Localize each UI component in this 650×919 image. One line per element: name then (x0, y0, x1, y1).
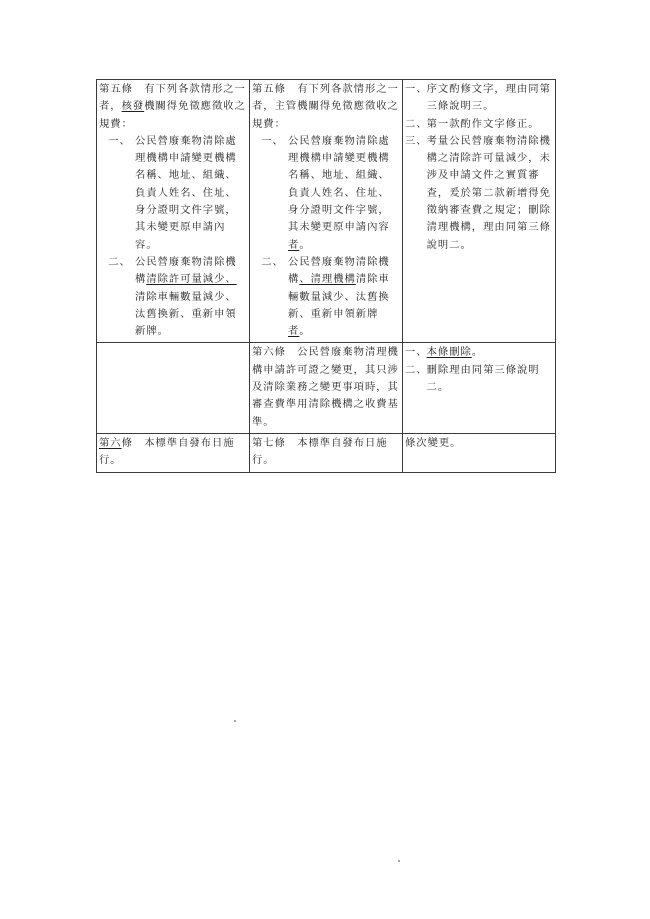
underlined-text: 、清理機構 (299, 273, 356, 286)
explanation-cell: 條次變更。 (403, 433, 556, 472)
article-heading: 第五條 (99, 83, 133, 95)
scan-speck (398, 860, 400, 862)
table-row (97, 343, 556, 433)
explanation-cell (403, 80, 556, 343)
amended-text-cell (97, 80, 250, 343)
list-item: 三、 考量公民營廢棄物清除機構之清除許可量減少，未涉及申請文件之實質審查，爰於第二款新增得免徵納審查費之規定；刪除清理機構，理由同第三條說明二。 (405, 134, 551, 251)
current-text-cell (250, 80, 403, 343)
underlined-text: 清除許可量減少、 (146, 273, 237, 286)
table-row (97, 433, 556, 472)
explanation-cell (403, 343, 556, 433)
underlined-text: 核發 (121, 100, 145, 113)
article-heading: 第五條 (252, 83, 286, 95)
scan-speck (234, 720, 236, 722)
comparison-table (96, 79, 556, 473)
article-heading: 第七條 (252, 436, 286, 449)
underlined-text: 本條刪除 (426, 346, 472, 359)
list-item: 一、 本條刪除。 (405, 346, 484, 359)
list-item: 二、 公民營廢棄物清除機構清除許可量減少、清除車輛數量減少、汰舊換新、重新申領新牌。 (108, 255, 237, 338)
underlined-text: 者 (288, 325, 300, 338)
article-intro: 第五條 有下列各款情形之一者，核發機關得免徵應徵收之規費： (99, 83, 246, 130)
article-heading: 第六 (99, 436, 122, 449)
list-item: 一、 公民營廢棄物清除處理機構申請變更機構名稱、地址、組織、負責人姓名、住址、身分證明文件字號，其未變更原申請內容者。 (261, 134, 390, 251)
list-item: 二、 第一款酌作文字修正。 (405, 117, 540, 130)
article-intro: 第五條 有下列各款情形之一者，主管機關得免徵應徵收之規費： (252, 83, 399, 130)
table-row (97, 80, 556, 343)
underlined-text: 者 (288, 238, 300, 251)
amended-text-cell (97, 343, 250, 433)
list-item: 二、 刪除理由同第三條說明二。 (405, 363, 540, 394)
current-text-cell: 第七條 本標準自發布日施行。 (250, 433, 403, 472)
current-text-cell: 第六條 公民營廢棄物清理機構申請許可證之變更，其只涉及清除業務之變更事項時，其審查費準用清除機構之收費基準。 (250, 343, 403, 433)
list-item: 一、 公民營廢棄物清除處理機構申請變更機構名稱、地址、組織、負責人姓名、住址、身分證明文件字號，其未變更原申請內容。 (108, 134, 237, 251)
article-heading: 第六條 (252, 346, 286, 359)
list-item: 一、 序文酌修文字，理由同第三條說明三。 (405, 83, 551, 113)
list-item: 二、 公民營廢棄物清除機構、清理機構清除車輛數量減少、汰舊換新、重新申領新牌者。 (261, 255, 390, 338)
amended-text-cell: 第六條 本標準自發布日施行。 (97, 433, 250, 472)
